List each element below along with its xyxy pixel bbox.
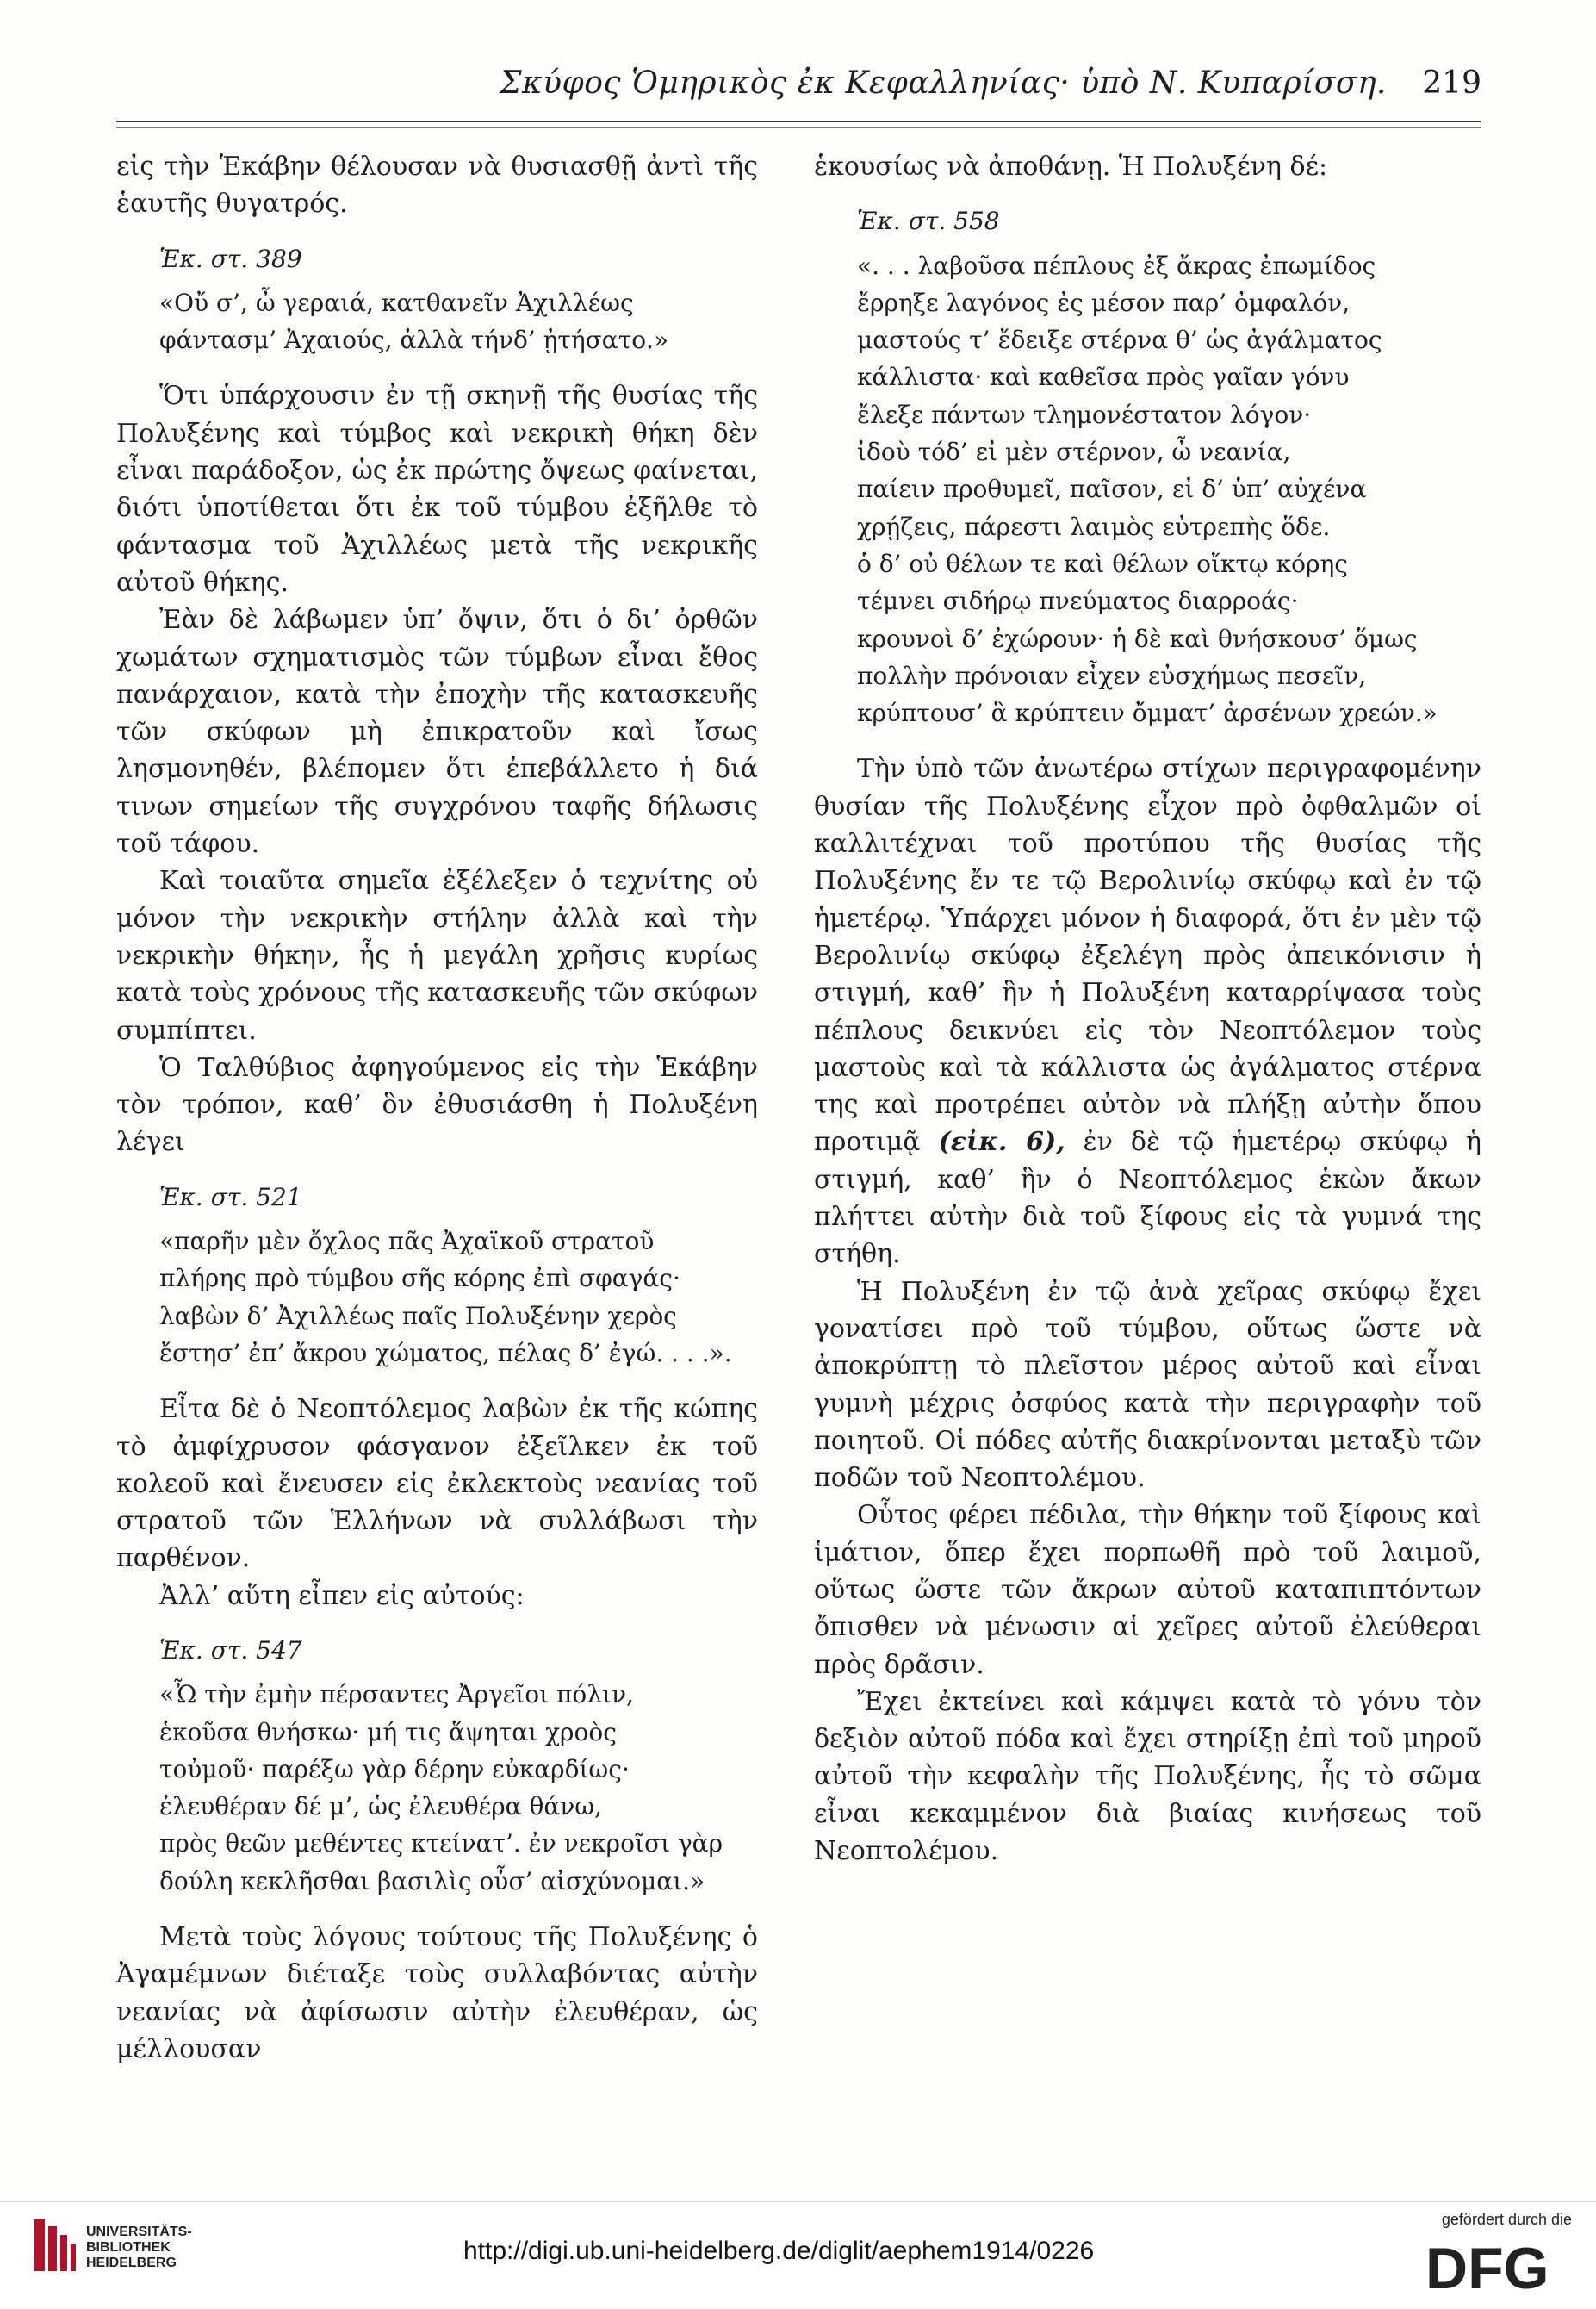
verse-quote bbox=[159, 1223, 758, 1372]
verse-line: πλήρης πρὸ τύμβου σῆς κόρης ἐπὶ σφαγάς· bbox=[159, 1264, 680, 1293]
verse-line: παίειν προθυμεῖ, παῖσον, εἰ δ’ ὑπ’ αὐχένα bbox=[857, 475, 1367, 504]
verse-line: δούλη κεκλῆσθαι βασιλὶς οὖσ’ αἰσχύνομαι.» bbox=[159, 1866, 705, 1895]
university-library-logo-icon bbox=[34, 2219, 78, 2271]
running-title: Σκύφος Ὁμηρικὸς ἐκ Κεφαλληνίας· ὑπὸ Ν. Κυπαρίσση. bbox=[500, 65, 1387, 101]
verse-line: ἔλεξε πάντων τλημονέστατον λόγον· bbox=[857, 400, 1312, 429]
paragraph: Ἔχει ἐκτείνει καὶ κάμψει κατὰ τὸ γόνυ τὸν δεξιὸν αὐτοῦ πόδα καὶ ἔχει στηρίξῃ ἐπὶ τοῦ μηροῦ αὐτοῦ τὴν κεφαλὴν τῆς Πολυξένης, ἧς τὸ σῶμα εἶναι κεκαμμένον διὰ βιαίας κινήσεως τοῦ Νεοπτολέμου. bbox=[814, 1686, 1481, 1867]
header-rule-thin bbox=[116, 127, 1481, 128]
header-rule bbox=[116, 121, 1481, 122]
verse-line: φάντασμ’ Ἀχαιούς, ἀλλὰ τήνδ’ ᾐτήσατο.» bbox=[159, 326, 669, 355]
verse-line: ἰδοὺ τόδ’ εἰ μὲν στέρνον, ὦ νεανία, bbox=[857, 438, 1291, 467]
verse-line: πρὸς θεῶν μεθέντες κτείνατ’. ἐν νεκροῖσι γὰρ bbox=[159, 1829, 723, 1858]
paragraph bbox=[814, 750, 1481, 1273]
verse-reference: Ἑκ. στ. 521 bbox=[159, 1182, 302, 1211]
paragraph: Οὗτος φέρει πέδιλα, τὴν θήκην τοῦ ξίφους καὶ ἱμάτιον, ὅπερ ἔχει πορπωθῆ πρὸ τοῦ λαιμοῦ, οὕτως ὥστε τῶν ἄκρων αὐτοῦ καταπιπτόντων ὄπισθεν νὰ μένωσιν αἱ χεῖρες αὐτοῦ ἐλεύθεραι πρὸς δρᾶσιν. bbox=[814, 1500, 1481, 1680]
left-column bbox=[116, 148, 758, 2068]
verse-line: τέμνει σιδήρῳ πνεύματος διαρροάς· bbox=[857, 587, 1299, 616]
paragraph: Ὁ Ταλθύβιος ἀφηγούμενος εἰς τὴν Ἑκάβην τὸν τρόπον, καθ’ ὃν ἐθυσιάσθη ἡ Πολυξένη λέγει bbox=[116, 1052, 758, 1158]
verse-line: κρουνοὶ δ’ ἐχώρουν· ἡ δὲ καὶ θνήσκουσ’ ὅμως bbox=[857, 624, 1418, 653]
paragraph-text: ἐν δὲ τῷ ἡμετέρῳ σκύφῳ ἡ στιγμή, καθ’ ἣν ὁ Νεοπτόλεμος ἑκὼν ἄκων πλήττει αὐτὴν διὰ τοῦ ξίφους εἰς τὰ γυμνά της στήθη. bbox=[814, 1127, 1481, 1270]
library-name bbox=[86, 2225, 192, 2271]
running-header bbox=[116, 60, 1481, 115]
verse-line: κρύπτουσ’ ἃ κρύπτειν ὄμματ’ ἀρσένων χρεών.» bbox=[857, 699, 1438, 728]
verse-line: «. . . λαβοῦσα πέπλους ἐξ ἄκρας ἐπωμίδος bbox=[857, 251, 1376, 280]
paragraph: Ἐὰν δὲ λάβωμεν ὑπ’ ὄψιν, ὅτι ὁ δι’ ὀρθῶν χωμάτων σχηματισμὸς τῶν τύμβων εἶναι ἔθος πανάρχαιον, κατὰ τὴν ἐποχὴν τῆς κατασκευῆς τῶν σκύφων μὴ ἐπικρατοῦν καὶ ἴσως λησμονηθέν, βλέπομεν ὅτι ἐπεβάλλετο ἡ διά τινων σημείων τῆς συγχρόνου ταφῆς δήλωσις τοῦ τάφου. bbox=[116, 605, 758, 860]
figure-reference: (εἰκ. 6), bbox=[938, 1127, 1065, 1158]
verse-quote bbox=[857, 247, 1481, 732]
verse-line: μαστούς τ’ ἔδειξε στέρνα θ’ ὡς ἀγάλματος bbox=[857, 326, 1382, 355]
paragraph: Ὅτι ὑπάρχουσιν ἐν τῇ σκηνῇ τῆς θυσίας τῆς Πολυξένης καὶ τύμβος καὶ νεκρικὴ θήκη δὲν εἶναι παράδοξον, ὡς ἐκ πρώτης ὄψεως φαίνεται, διότι ὑποτίθεται ὅτι ἐκ τοῦ τύμβου ἐξῆλθε τὸ φάντασμα τοῦ Ἀχιλλέως μετὰ τῆς νεκρικῆς αὐτοῦ θήκης. bbox=[116, 381, 758, 598]
paragraph: Καὶ τοιαῦτα σημεῖα ἐξέλεξεν ὁ τεχνίτης οὐ μόνον τὴν νεκρικὴν στήλην ἀλλὰ καὶ τὴν νεκρικὴν θήκην, ἧς ἡ μεγάλη χρῆσις κυρίως κατὰ τοὺς χρόνους τῆς κατασκευῆς τῶν σκύφων συμπίπτει. bbox=[116, 866, 758, 1046]
verse-line: ἔρρηξε λαγόνος ἐς μέσον παρ’ ὀμφαλόν, bbox=[857, 288, 1351, 317]
verse-line: «Ὦ τὴν ἐμὴν πέρσαντες Ἀργεῖοι πόλιν, bbox=[159, 1680, 634, 1709]
footer-bar bbox=[0, 2201, 1596, 2309]
paragraph: ἑκουσίως νὰ ἀποθάνῃ. Ἡ Πολυξένη δέ: bbox=[814, 152, 1328, 182]
verse-line: κάλλιστα· καὶ καθεῖσα πρὸς γαῖαν γόνυ bbox=[857, 363, 1350, 392]
paragraph-text: Τὴν ὑπὸ τῶν ἀνωτέρω στίχων περιγραφομένην θυσίαν τῆς Πολυξένης εἶχον πρὸ ὀφθαλμῶν οἱ καλλιτέχναι τοῦ προτύπου τῆς θυσίας τῆς Πολυξένης ἔν τε τῷ Βερολινίῳ σκύφῳ καὶ ἐν τῷ ἡμετέρῳ. Ὑπάρχει μόνον ἡ διαφορά, ὅτι ἐν μὲν τῷ Βερολινίῳ σκύφῳ ἐξελέγη πρὸς ἀπεικόνισιν ἡ στιγμή, καθ’ ἣν ἡ Πολυξένη καταρρίψασα τοὺς πέπλους δεικνύει εἰς τὸν Νεοπτόλεμον τοὺς μαστοὺς καὶ τὰ κάλλιστα ὡς ἀγάλματος στέρνα της καὶ προτρέπει αὐτὸν νὰ πλήξῃ αὐτὴν ὅπου προτιμᾷ bbox=[814, 754, 1481, 1158]
verse-reference: Ἑκ. στ. 389 bbox=[159, 244, 302, 273]
library-line: HEIDELBERG bbox=[86, 2256, 177, 2270]
funding-caption: gefördert durch die bbox=[1441, 2211, 1572, 2228]
verse-quote bbox=[159, 284, 758, 359]
paragraph: Ἡ Πολυξένη ἐν τῷ ἀνὰ χεῖρας σκύφῳ ἔχει γονατίσει πρὸ τοῦ τύμβου, οὕτως ὥστε νὰ ἀποκρύπτῃ τὸ πλεῖστον μέρος αὐτοῦ καὶ εἶναι γυμνὴ μέχρις ὀσφύος κατὰ τὴν περιγραφὴν τοῦ ποιητοῦ. Οἱ πόδες αὐτῆς διακρίνονται μεταξὺ τῶν ποδῶν τοῦ Νεοπτολέμου. bbox=[814, 1276, 1481, 1494]
verse-line: «Οὔ σ’, ὦ γεραιά, κατθανεῖν Ἀχιλλέως bbox=[159, 288, 634, 317]
paragraph: εἰς τὴν Ἑκάβην θέλουσαν νὰ θυσιασθῇ ἀντὶ τῆς ἑαυτῆς θυγατρός. bbox=[116, 152, 758, 220]
verse-line: χρῄζεις, πάρεστι λαιμὸς εὐτρεπὴς ὅδε. bbox=[857, 512, 1331, 541]
paragraph: Μετὰ τοὺς λόγους τούτους τῆς Πολυξένης ὁ Ἀγαμέμνων διέταξε τοὺς συλλαβόντας αὐτὴν νεανίας νὰ ἀφίσωσιν αὐτὴν ἐλευθέραν, ὡς μέλλουσαν bbox=[116, 1922, 758, 2064]
verse-line: ἔστησ’ ἐπ’ ἄκρου χώματος, πέλας δ’ ἐγώ. . . .». bbox=[159, 1338, 732, 1367]
verse-line: «παρῆν μὲν ὄχλος πᾶς Ἀχαϊκοῦ στρατοῦ bbox=[159, 1227, 655, 1256]
right-column bbox=[814, 148, 1481, 1870]
source-url-link[interactable]: http://digi.ub.uni-heidelberg.de/diglit/aephem1914/0226 bbox=[463, 2237, 1095, 2265]
verse-line: ἑκοῦσα θνήσκω· μή τις ἅψηται χροὸς bbox=[159, 1717, 617, 1746]
page-number: 219 bbox=[1422, 65, 1481, 101]
verse-line: τοὐμοῦ· παρέξω γὰρ δέρην εὐκαρδίως· bbox=[159, 1754, 630, 1783]
verse-line: λαβὼν δ’ Ἀχιλλέως παῖς Πολυξένην χερὸς bbox=[159, 1301, 677, 1330]
verse-line: ὁ δ’ οὐ θέλων τε καὶ θέλων οἴκτῳ κόρης bbox=[857, 549, 1348, 578]
dfg-logo-icon bbox=[1425, 2235, 1572, 2295]
verse-quote bbox=[159, 1676, 758, 1900]
verse-reference: Ἑκ. στ. 547 bbox=[159, 1635, 302, 1665]
paragraph: Ἀλλ’ αὕτη εἶπεν εἰς αὐτούς: bbox=[159, 1580, 525, 1611]
library-line: UNIVERSITÄTS- bbox=[86, 2225, 192, 2239]
verse-reference: Ἑκ. στ. 558 bbox=[857, 207, 1000, 236]
verse-line: ἐλευθέραν δέ μ’, ὡς ἐλευθέρα θάνω, bbox=[159, 1792, 602, 1821]
library-line: BIBLIOTHEK bbox=[86, 2240, 171, 2255]
dfg-logo-text: DFG bbox=[1425, 2236, 1549, 2295]
paragraph: Εἶτα δὲ ὁ Νεοπτόλεμος λαβὼν ἐκ τῆς κώπης τὸ ἀμφίχρυσον φάσγανον ἐξεῖλκεν ἐκ τοῦ κολεοῦ καὶ ἔνευσεν εἰς ἐκλεκτοὺς νεανίας τοῦ στρατοῦ τῶν Ἑλλήνων νὰ συλλάβωσι τὴν παρθένον. bbox=[116, 1394, 758, 1574]
verse-line: πολλὴν πρόνοιαν εἶχεν εὐσχήμως πεσεῖν, bbox=[857, 661, 1367, 690]
